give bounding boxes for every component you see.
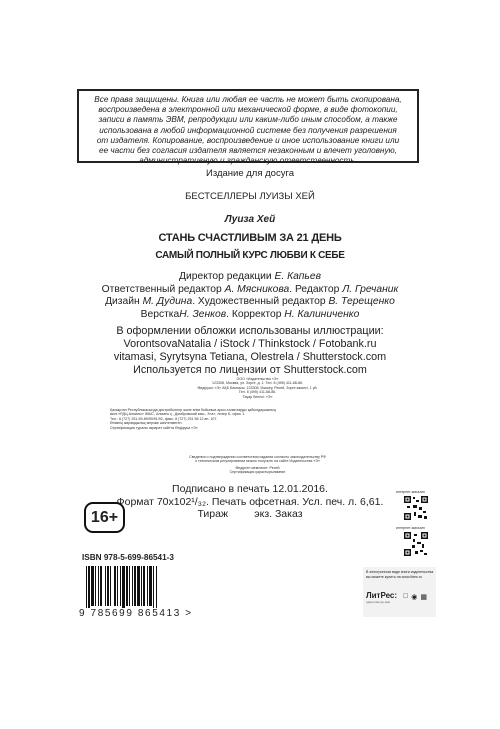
credit-person: Е. Капьев <box>274 271 321 282</box>
copyright-line: ее части без согласия издателя является незаконным и влечет уголовную, <box>99 146 397 156</box>
credit-line <box>0 271 500 284</box>
qr-code-icon[interactable] <box>403 495 429 521</box>
credit-person: А. Мясникова <box>224 283 290 295</box>
distributor-line: Сертификация туралы ақпарат сайтта Өндіруші «Э» <box>110 425 198 430</box>
litres-logo[interactable]: ЛитРес: <box>366 591 398 600</box>
book-title: СТАНЬ СЧАСТЛИВЫМ ЗА 21 ДЕНЬ <box>158 232 342 244</box>
barcode-bar <box>147 566 148 606</box>
barcode-bar <box>129 566 130 606</box>
credit-line <box>0 296 500 309</box>
copyright-line: записи в память ЭВМ, репродукции или каким-либо иным способом, а также <box>98 115 398 125</box>
qr-caption: интернет-магазин <box>396 526 425 530</box>
barcode-bar <box>117 566 118 606</box>
copyright-line: от издателя. Копирование, воспроизведение и иное использование книги или <box>96 135 400 145</box>
illustration-line: В оформлении обложки использованы иллюстрации: <box>116 325 384 337</box>
barcode-bar <box>105 566 106 606</box>
credit-line <box>0 309 500 322</box>
publisher-block <box>120 377 395 399</box>
credit-role: . Редактор <box>289 283 343 295</box>
distributor-line: Тел.: 8 (727) 251-59-89/90/91/92, факс: 8 (727) 251 58 12 вн. 107. <box>110 416 218 421</box>
barcode-image <box>84 566 188 612</box>
age-rating-badge: 16+ <box>84 502 125 533</box>
credit-role: Дизайн <box>105 296 140 308</box>
credit-person: Н. Зенков <box>179 308 227 320</box>
credit-person: Н. Калиниченко <box>284 308 360 320</box>
qr-caption: интернет-магазин <box>396 490 425 494</box>
barcode-bar <box>134 566 136 606</box>
qr-code-icon[interactable] <box>403 531 429 557</box>
distributor-line: Қазақстан Республикасында дистрибьютор және өнім бойынша арыз-талаптарды қабылдаушының <box>110 408 276 412</box>
illustration-line: VorontsovaNatalia / iStock / Thinkstock / Fotobank.ru <box>123 338 377 351</box>
author-name: Луиза Хей <box>224 214 276 225</box>
conformity-line: о техническом регулировании можно получить на сайте Издательства «Э» <box>195 459 320 464</box>
barcode-number: 9 785699 865413 > <box>79 608 193 619</box>
credit-person: М. Дудина <box>142 296 193 308</box>
credit-line <box>0 284 500 297</box>
credit-role: Верстка <box>140 308 180 320</box>
barcode-bar <box>88 566 90 612</box>
credit-role: . Корректор <box>226 308 285 320</box>
series-name: БЕСТСЕЛЛЕРЫ ЛУИЗЫ ХЕЙ <box>185 191 315 202</box>
origin-block <box>120 466 395 475</box>
barcode-bar <box>95 566 96 606</box>
android-icon[interactable]: ◉ <box>406 594 413 601</box>
barcode-bar <box>122 566 125 612</box>
barcode-bar <box>149 566 152 606</box>
copyright-notice <box>77 89 419 166</box>
distributor-block <box>110 408 400 430</box>
credit-person: Л. Гречаник <box>342 283 399 295</box>
publisher-line: 123308, Москва, ул. Зорге, д. 1. Тел. 8 (495) 411-68-86. <box>211 381 304 386</box>
credit-role: . Художественный редактор <box>192 296 329 308</box>
apple-icon[interactable] <box>403 593 408 601</box>
barcode-bar <box>156 566 157 612</box>
publisher-line: ООО «Издательство «Э» <box>236 377 279 381</box>
credits-block <box>0 271 500 321</box>
barcode-bar <box>110 566 111 606</box>
credit-role: Директор редакции <box>179 271 272 282</box>
origin-line: Өндірген мемлекет: Ресей <box>235 466 280 470</box>
print-line: Тираж экз. Заказ <box>197 508 303 521</box>
windows-icon[interactable]: ▦ <box>415 594 422 601</box>
barcode-bar <box>143 566 145 606</box>
distributor-line: Өнімнің жарамдылық мерзімі шектелмеген. <box>110 421 183 426</box>
barcode-bar <box>107 566 109 606</box>
barcode-bar <box>141 566 142 606</box>
barcode-bar <box>120 566 121 606</box>
distributor-line: өкілі «РДЦ-Алматы» ЖШС, Алматы қ., Домбровский көш., 3«а», литер Б, офис 1. <box>110 412 246 417</box>
barcode-bar <box>153 566 154 612</box>
illustration-line: Используется по лицензии от Shutterstock.com <box>133 364 367 377</box>
copyright-line: использована в любой информационной системе без получения разрешения <box>99 125 397 135</box>
copyright-line: административную и гражданскую ответственность. <box>139 156 357 166</box>
edition-label: Издание для досуга <box>205 168 294 179</box>
publisher-line: Тауар белгісі: «Э» <box>242 394 273 399</box>
credit-person: В. Терещенко <box>328 296 395 308</box>
print-line: Формат 70x102¹/₃₂. Печать офсетная. Усл. печ. л. 6,61. <box>116 495 384 508</box>
origin-line: Сертификация қарастырылмаған <box>229 470 286 475</box>
book-subtitle: САМЫЙ ПОЛНЫЙ КУРС ЛЮБВИ К СЕБЕ <box>155 250 345 261</box>
barcode-bar <box>126 566 128 606</box>
barcode-bar <box>132 566 133 606</box>
store-icons <box>403 593 427 601</box>
publisher-line: Өндіруші: «Э» АҚБ Баспасы, 123308, Мәскеу, Ресей, Зорге көшесі, 1 үй. <box>197 385 318 390</box>
credit-role: Ответственный редактор <box>101 283 222 295</box>
litres-text: В электронном виде книги издательства вы можете купить на www.litres.ru <box>366 570 434 579</box>
barcode-bar <box>114 566 116 606</box>
barcode-bar <box>91 566 94 606</box>
conformity-block <box>120 455 395 464</box>
illustrations-block <box>0 325 500 377</box>
isbn-label: ISBN 978-5-699-86541-3 <box>82 553 174 562</box>
litres-tagline: один клик до книг <box>366 600 391 604</box>
print-line: Подписано в печать 12.01.2016. <box>172 483 328 495</box>
publisher-line: Тел. 8 (495) 411-68-86. <box>238 390 277 395</box>
barcode-bar <box>100 566 102 606</box>
barcode-bar <box>137 566 140 606</box>
copyright-line: воспроизведена в электронной или механической форме, в виде фотокопии, <box>98 105 398 115</box>
illustration-line: vitamasi, Syrytsyna Tetiana, Olestrela / Shutterstock.com <box>113 351 387 364</box>
barcode-bar <box>98 566 99 606</box>
barcode-bar <box>86 566 87 612</box>
copyright-line: Все права защищены. Книга или любая ее часть не может быть скопирована, <box>94 95 402 104</box>
conformity-line: Сведения о подтверждении соответствия издания согласно законодательству РФ <box>189 455 326 459</box>
